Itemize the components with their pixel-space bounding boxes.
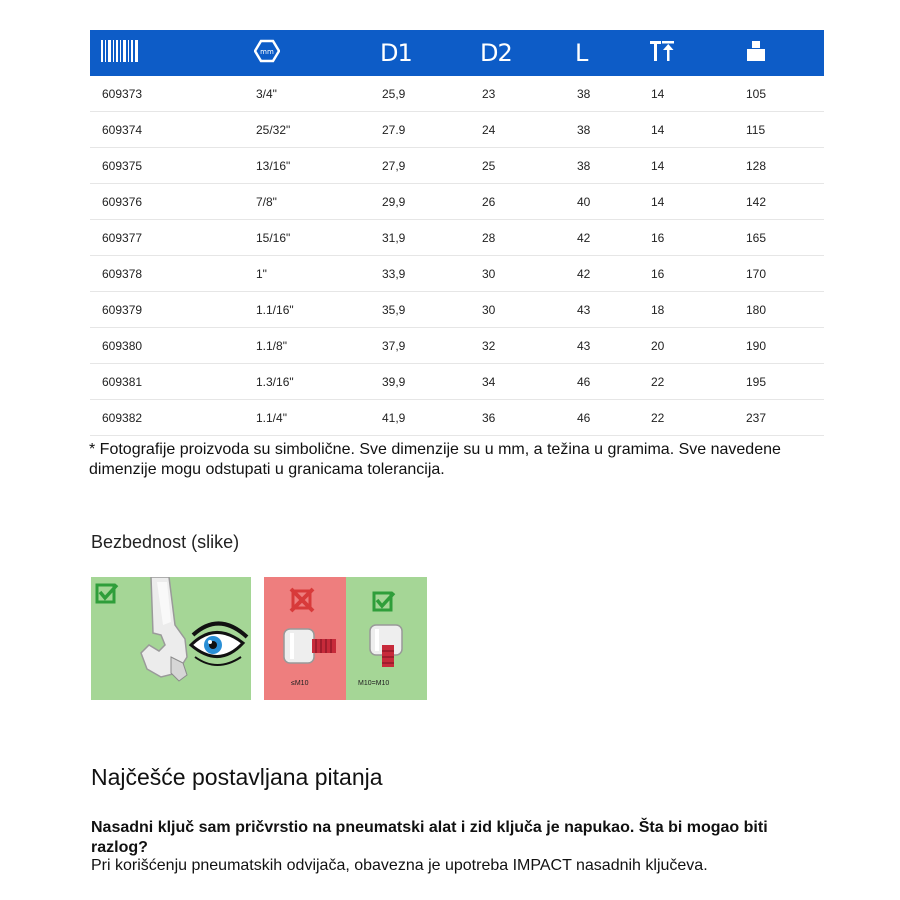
table-cell: 28	[470, 220, 565, 256]
faq-question: Nasadni ključ sam pričvrstio na pneumatski alat i zid ključa je napukao. Šta bi mogao biti razlog?	[91, 819, 768, 856]
table-cell: 33,9	[370, 256, 470, 292]
wrench-eye-illustration	[91, 577, 251, 700]
table-cell: 42	[565, 256, 639, 292]
faq-title: Najčešće postavljana pitanja	[91, 764, 383, 790]
header-l	[565, 30, 639, 76]
table-row	[90, 256, 824, 292]
table-cell: 40	[565, 184, 639, 220]
table-cell: 115	[734, 112, 824, 148]
dimensions-note: * Fotografije proizvoda su simbolične. Sve dimenzije su u mm, a težina u gramima. Sve navedene dimenzije mogu odstupati u granicama tolerancija.	[89, 441, 781, 478]
faq-answer: Pri korišćenju pneumatskih odvijača, obavezna je upotreba IMPACT nasadnih ključeva.	[91, 857, 708, 874]
table-cell: 34	[470, 364, 565, 400]
table-cell: 20	[639, 328, 734, 364]
socket-icon	[284, 629, 336, 663]
table-row	[90, 328, 824, 364]
table-cell: 609376	[90, 184, 244, 220]
table-cell: 25/32"	[244, 112, 370, 148]
table-cell: 35,9	[370, 292, 470, 328]
table-cell: 31,9	[370, 220, 470, 256]
table-cell: 13/16"	[244, 148, 370, 184]
table-row	[90, 184, 824, 220]
table-cell: 1.1/4"	[244, 400, 370, 436]
check-icon	[97, 585, 117, 602]
header-article-number	[90, 30, 244, 76]
table-cell: 46	[565, 400, 639, 436]
table-cell: 27.9	[370, 112, 470, 148]
table-cell: 16	[639, 220, 734, 256]
table-row	[90, 220, 824, 256]
table-cell: 42	[565, 220, 639, 256]
table-row	[90, 76, 824, 112]
caption-right: M10=M10	[358, 680, 390, 687]
table-cell: 36	[470, 400, 565, 436]
table-cell: 1.1/16"	[244, 292, 370, 328]
header-d2	[470, 30, 565, 76]
socket-icon	[370, 625, 402, 667]
table-row	[90, 400, 824, 436]
table-cell: 195	[734, 364, 824, 400]
table-cell: 25,9	[370, 76, 470, 112]
table-cell: 38	[565, 112, 639, 148]
table-cell: 24	[470, 112, 565, 148]
table-cell: 26	[470, 184, 565, 220]
header-depth	[639, 30, 734, 76]
table-cell: 30	[470, 256, 565, 292]
table-cell: 609375	[90, 148, 244, 184]
table-cell: 190	[734, 328, 824, 364]
eye-icon	[191, 623, 247, 665]
header-weight	[734, 30, 824, 76]
table-cell: 128	[734, 148, 824, 184]
table-cell: 27,9	[370, 148, 470, 184]
table-cell: 18	[639, 292, 734, 328]
table-cell: 609374	[90, 112, 244, 148]
table-cell: 32	[470, 328, 565, 364]
table-cell: 1.3/16"	[244, 364, 370, 400]
spec-table	[90, 30, 824, 436]
header-d1	[370, 30, 470, 76]
table-cell: 43	[565, 292, 639, 328]
table-cell: 14	[639, 148, 734, 184]
table-cell: 609379	[90, 292, 244, 328]
safety-title: Bezbednost (slike)	[91, 532, 240, 552]
table-cell: 46	[565, 364, 639, 400]
table-cell: 609373	[90, 76, 244, 112]
table-header-row	[90, 30, 824, 76]
table-cell: 22	[639, 364, 734, 400]
table-cell: 14	[639, 112, 734, 148]
table-cell: 39,9	[370, 364, 470, 400]
header-size	[244, 30, 370, 76]
safety-tile-eye-protection	[91, 577, 251, 700]
header-l-label: L	[575, 39, 588, 67]
caption-wrong: ≤M10	[291, 680, 309, 687]
table-row	[90, 292, 824, 328]
safety-tile-correct-socket	[346, 577, 427, 700]
table-cell: 22	[639, 400, 734, 436]
table-cell: 29,9	[370, 184, 470, 220]
barcode-icon	[100, 39, 140, 63]
table-cell: 37,9	[370, 328, 470, 364]
table-cell: 23	[470, 76, 565, 112]
table-cell: 1"	[244, 256, 370, 292]
table-body	[90, 76, 824, 436]
table-cell: 7/8"	[244, 184, 370, 220]
hex-size-icon-label: mm	[260, 47, 274, 56]
table-cell: 609380	[90, 328, 244, 364]
table-cell: 237	[734, 400, 824, 436]
table-cell: 170	[734, 256, 824, 292]
safety-tile-wrong-socket	[264, 577, 346, 700]
table-cell: 43	[565, 328, 639, 364]
table-cell: 3/4"	[244, 76, 370, 112]
table-row	[90, 364, 824, 400]
table-cell: 142	[734, 184, 824, 220]
depth-icon	[649, 39, 675, 63]
hex-size-icon	[254, 39, 280, 63]
table-cell: 38	[565, 76, 639, 112]
table-cell: 1.1/8"	[244, 328, 370, 364]
table-cell: 609377	[90, 220, 244, 256]
weight-icon	[744, 39, 768, 63]
table-cell: 14	[639, 184, 734, 220]
header-d2-label: D2	[480, 39, 512, 67]
table-cell: 609378	[90, 256, 244, 292]
check-icon	[374, 593, 394, 610]
cross-icon	[291, 589, 313, 611]
table-cell: 25	[470, 148, 565, 184]
table-row	[90, 112, 824, 148]
table-cell: 165	[734, 220, 824, 256]
table-cell: 14	[639, 76, 734, 112]
table-cell: 180	[734, 292, 824, 328]
table-cell: 105	[734, 76, 824, 112]
table-row	[90, 148, 824, 184]
table-cell: 16	[639, 256, 734, 292]
table-cell: 609381	[90, 364, 244, 400]
table-cell: 609382	[90, 400, 244, 436]
table-cell: 15/16"	[244, 220, 370, 256]
table-cell: 38	[565, 148, 639, 184]
table-cell: 30	[470, 292, 565, 328]
wrench-icon	[141, 577, 187, 681]
table-cell: 41,9	[370, 400, 470, 436]
header-d1-label: D1	[380, 39, 412, 67]
